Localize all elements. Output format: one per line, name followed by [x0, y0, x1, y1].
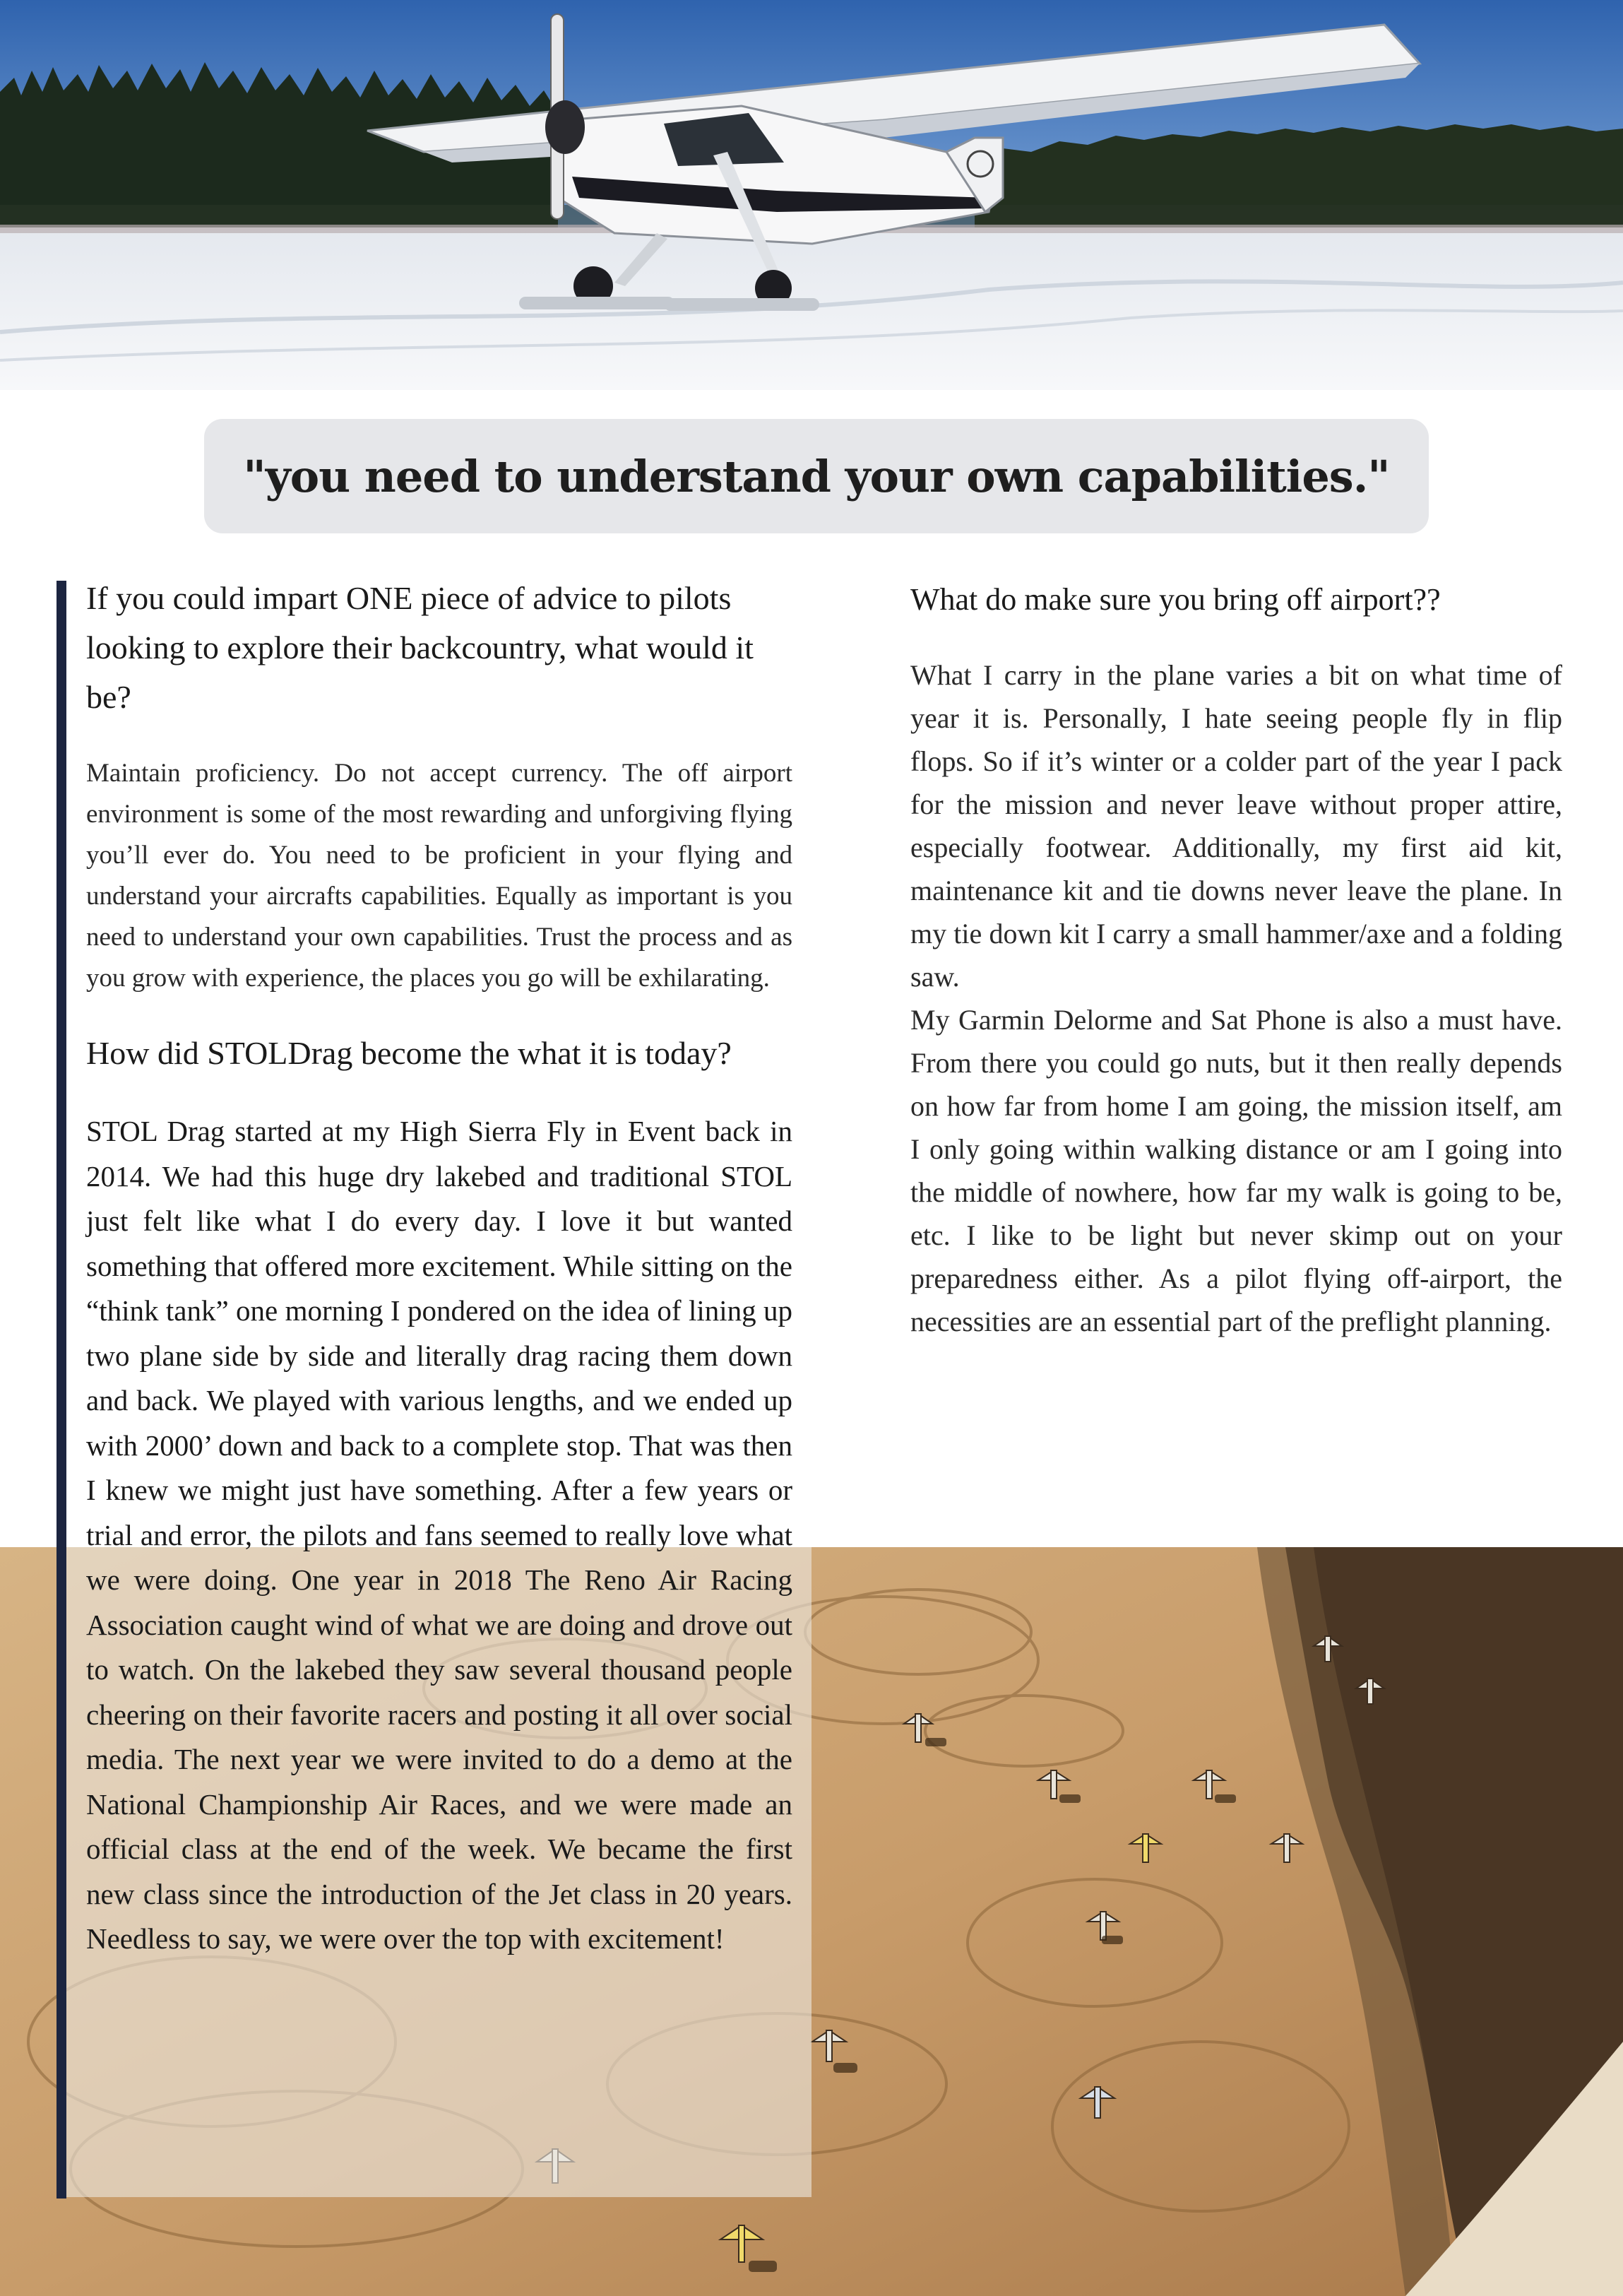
plane-ski-2 [664, 298, 819, 311]
hero-photo [0, 0, 1623, 390]
question-advice-heading: If you could impart ONE piece of advice to pilots looking to explore their backcountry, what would it be? [86, 580, 754, 715]
left-column [86, 574, 792, 1962]
plane-ski [519, 297, 674, 309]
pull-quote-box [204, 419, 1429, 533]
left-accent-bar [57, 581, 66, 2199]
answer-gear-paragraph-1: What I carry in the plane varies a bit on what time of year it is. Personally, I hate seeing people fly in flip flops. So if it’s winter or a colder part of the year I pack for the mission and never leave without proper attire, especially footwear. Additionally, my first aid kit, maintenance kit and tie downs never leave the plane. In my tie down kit I carry a small hammer/axe and a folding saw. [910, 659, 1562, 993]
answer-gear-paragraph-2: My Garmin Delorme and Sat Phone is also a must have. From there you could go nuts, but it then really depends on how far from home I am going, the mission itself, am I only going within walking distance or am I going into the middle of nowhere, how far my walk is going to be, etc. I like to be light but never skimp out on your preparedness either. As a pilot flying off-airport, the necessities are an essential part of the preflight planning. [910, 1004, 1562, 1337]
ski-plane-on-snow-photo [0, 0, 1623, 390]
right-column [910, 576, 1562, 1343]
answer-advice: Maintain proficiency. Do not accept currency. The off airport environment is some of the most rewarding and unforgiving flying you’ll ever do. You need to be proficient in your flying and understand your aircrafts capabilities. Equally as important is you need to understand your own capabilities. Trust the process and as you grow with experience, the places you go will be exhilarating. [86, 759, 792, 993]
question-gear-heading: What do make sure you bring off airport?? [910, 582, 1441, 617]
plane-spinner [545, 100, 585, 154]
pull-quote: "you need to understand your own capabilities." [243, 450, 1390, 502]
question-stoldrag-heading: How did STOLDrag become the what it is today? [86, 1035, 732, 1071]
answer-stoldrag: STOL Drag started at my High Sierra Fly in Event back in 2014. We had this huge dry lakebed and traditional STOL just felt like what I do every day. I love it but wanted something that offered more excitement. While sitting on the “think tank” one morning I pondered on the idea of lining up two plane side by side and literally drag racing them down and back. We played with various lengths, and we ended up with 2000’ down and back to a complete stop. That was then I knew we might just have something. After a few years or trial and error, the pilots and fans seemed to really love what we were doing. One year in 2018 The Reno Air Racing Association caught wind of what we are doing and drove out to watch. On the lakebed they saw several thousand people cheering on their favorite racers and posting it all over social media. The next year we were invited to do a demo at the National Championship Air Races, and we were made an official class at the end of the week. We became the first new class since the introduction of the Jet class in 20 years. Needless to say, we were over the top with excitement! [86, 1115, 792, 1955]
